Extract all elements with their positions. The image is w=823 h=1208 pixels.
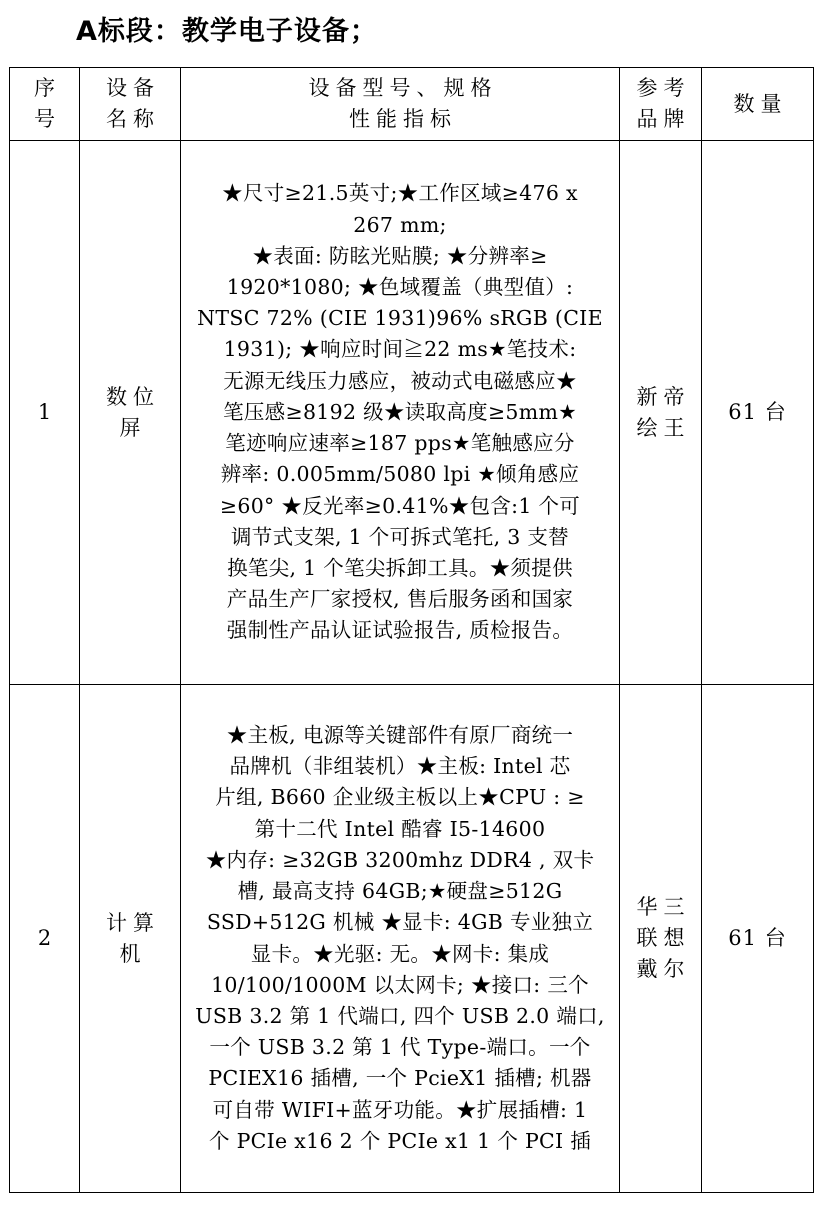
header-brand [620, 68, 702, 141]
spec-line: 强制性产品认证试验报告, 质检报告。 [226, 618, 574, 643]
device-name-line: 数位 [106, 384, 160, 409]
header-index-line: 序 [34, 76, 61, 100]
spec-line: 第十二代 Intel 酷睿 I5-14600 [254, 816, 546, 841]
brand-line: 联想 [636, 926, 691, 950]
spec-line: 槽, 最高支持 64GB;★硬盘≥512G [237, 879, 563, 904]
row-spec [181, 141, 620, 685]
row-quantity: 61 台 [702, 141, 814, 685]
header-name-line: 设备 [106, 76, 160, 100]
section-title: A标段：教学电子设备； [76, 16, 378, 47]
header-index-line: 号 [34, 107, 61, 131]
spec-line: 无源无线压力感应，被动式电磁感应★ [223, 368, 577, 393]
brand-line: 戴尔 [636, 957, 691, 981]
row-brand [620, 685, 702, 1193]
spec-line: ★表面: 防眩光贴膜; ★分辨率≥ [252, 243, 548, 268]
brand-line: 绘王 [636, 415, 691, 440]
device-name-line: 屏 [119, 415, 147, 440]
device-name-line: 计算 [106, 910, 160, 935]
spec-line: 一个 USB 3.2 第 1 代 Type-端口。一个 [209, 1035, 591, 1060]
table-row [10, 685, 814, 1193]
header-brand-line: 品牌 [636, 107, 691, 131]
brand-line: 华三 [636, 895, 691, 919]
equipment-spec-table [9, 67, 814, 1193]
spec-line: NTSC 72% (CIE 1931)96% sRGB (CIE [197, 306, 603, 331]
row-device-name [80, 141, 181, 685]
header-spec [181, 68, 620, 141]
spec-line: 辨率: 0.005mm/5080 lpi ★倾角感应 [220, 462, 580, 487]
spec-line: 显卡。★光驱: 无。★网卡: 集成 [250, 941, 550, 966]
spec-line: 10/100/1000M 以太网卡; ★接口: 三个 [211, 972, 589, 997]
spec-line: 换笔尖, 1 个笔尖拆卸工具。★须提供 [227, 555, 573, 580]
spec-line: 267 mm; [353, 212, 447, 237]
row-quantity: 61 台 [702, 685, 814, 1193]
header-quantity [702, 68, 814, 141]
brand-line: 新帝 [636, 384, 691, 409]
spec-line: 笔压感≥8192 级★读取高度≥5mm★ [223, 399, 577, 424]
spec-line: ★尺寸≥21.5英寸;★工作区域≥476 x [222, 181, 578, 206]
row-spec [181, 685, 620, 1193]
row-index: 1 [10, 141, 80, 685]
spec-line: 产品生产厂家授权, 售后服务函和国家 [226, 587, 574, 612]
row-index: 2 [10, 685, 80, 1193]
header-quantity-label: 数量 [733, 91, 788, 116]
header-spec-line: 性能指标 [349, 107, 457, 131]
spec-line: 个 PCIe x16 2 个 PCIe x1 1 个 PCI 插 [208, 1128, 592, 1153]
spec-line: USB 3.2 第 1 代端口, 四个 USB 2.0 端口, [195, 1003, 605, 1028]
header-device-name [80, 68, 181, 141]
table-header-row [10, 68, 814, 141]
header-index [10, 68, 80, 141]
spec-line: 笔迹响应速率≥187 pps★笔触感应分 [225, 431, 575, 456]
table-row [10, 141, 814, 685]
header-brand-line: 参考 [636, 76, 691, 100]
row-brand [620, 141, 702, 685]
header-spec-line: 设备型号、规格 [308, 76, 498, 100]
spec-line: 1931); ★响应时间≧22 ms★笔技术: [223, 337, 577, 362]
spec-line: PCIEX16 插槽, 一个 PcieX1 插槽; 机器 [208, 1066, 592, 1091]
spec-line: SSD+512G 机械 ★显卡: 4GB 专业独立 [206, 910, 594, 935]
spec-line: 品牌机（非组装机）★主板: Intel 芯 [229, 754, 571, 779]
header-name-line: 名称 [106, 107, 160, 131]
spec-line: 1920*1080; ★色域覆盖（典型值）: [226, 275, 574, 300]
spec-line: 调节式支架, 1 个可拆式笔托, 3 支替 [231, 524, 569, 549]
spec-line: ≥60° ★反光率≥0.41%★包含:1 个可 [219, 493, 581, 518]
spec-line: 片组, B660 企业级主板以上★CPU : ≥ [215, 785, 585, 810]
device-name-line: 机 [119, 941, 147, 966]
row-device-name [80, 685, 181, 1193]
spec-line: 可自带 WIFI+蓝牙功能。★扩展插槽: 1 [212, 1097, 588, 1122]
spec-line: ★内存: ≥32GB 3200mhz DDR4 , 双卡 [205, 847, 595, 872]
spec-line: ★主板, 电源等关键部件有原厂商统一 [226, 723, 574, 748]
